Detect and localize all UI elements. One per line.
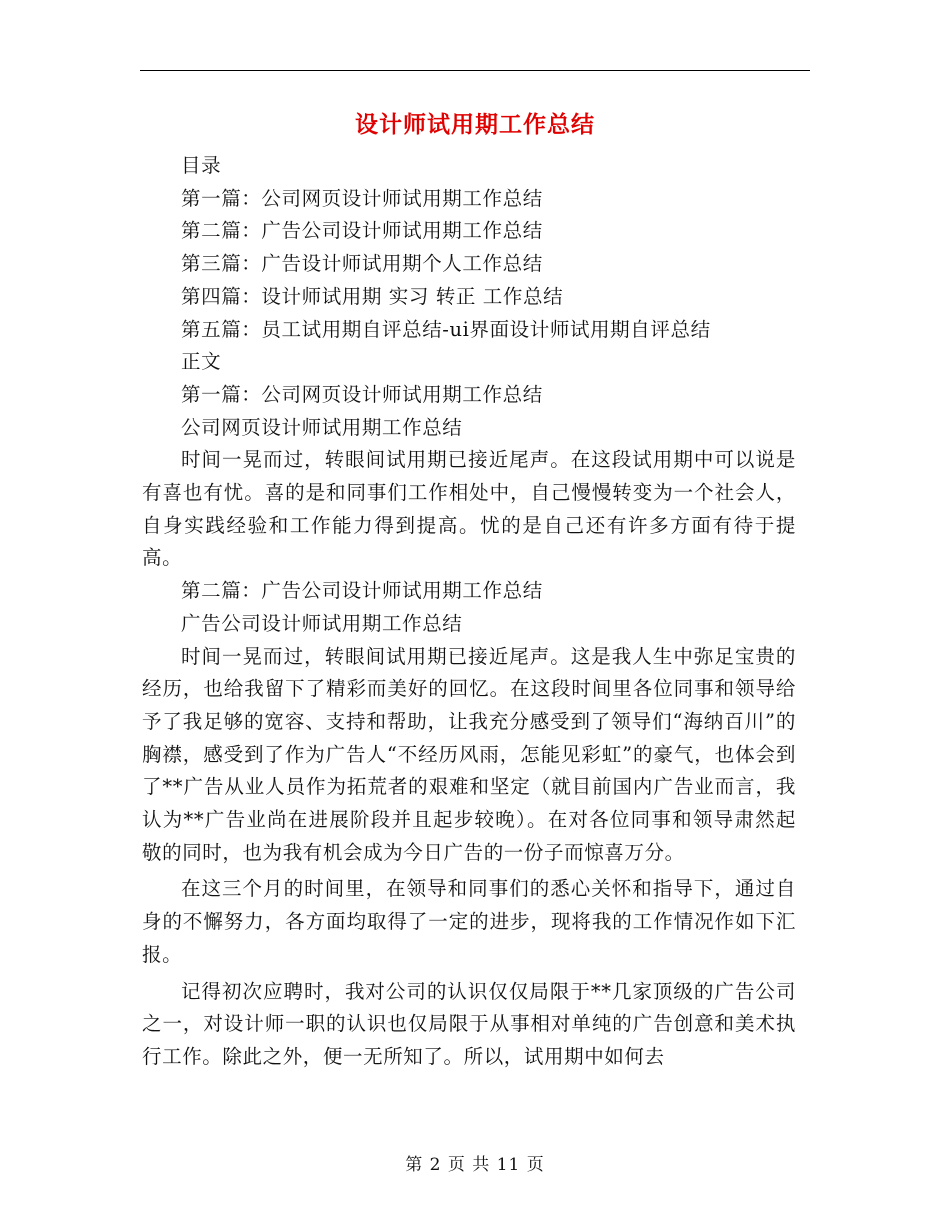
toc-item: 第四篇：设计师试用期 实习 转正 工作总结 (181, 284, 564, 308)
document-body (142, 150, 796, 1074)
body-heading: 正文 (181, 350, 222, 374)
body-paragraph: 时间一晃而过，转眼间试用期已接近尾声。这是我人生中弥足宝贵的经历，也给我留下了精彩而美好的回忆。在这段时间里各位同事和领导给予了我足够的宽容、支持和帮助，让我充分感受到了领导们“海纳百川”的胸襟，感受到了作为广告人“不经历风雨，怎能见彩虹”的豪气，也体会到了**广告从业人员作为拓荒者的艰难和坚定（就目前国内广告业而言，我认为**广告业尚在进展阶段并且起步较晚）。在对各位同事和领导肃然起敬的同时，也为我有机会成为今日广告的一份子而惊喜万分。 (142, 644, 796, 864)
toc-item: 第一篇：公司网页设计师试用期工作总结 (181, 186, 543, 210)
body-paragraph: 在这三个月的时间里，在领导和同事们的悉心关怀和指导下，通过自身的不懈努力，各方面均取得了一定的进步，现将我的工作情况作如下汇报。 (142, 877, 796, 966)
toc-heading: 目录 (181, 154, 222, 177)
page-number: 第 2 页 共 11 页 (405, 1155, 545, 1175)
section-heading: 第二篇：广告公司设计师试用期工作总结 (181, 579, 543, 603)
toc-item: 第二篇：广告公司设计师试用期工作总结 (181, 219, 543, 243)
document-title: 设计师试用期工作总结 (355, 112, 595, 138)
body-paragraph: 记得初次应聘时，我对公司的认识仅仅局限于**几家顶级的广告公司之一，对设计师一职的认识也仅局限于从事相对单纯的广告创意和美术执行工作。除此之外，便一无所知了。所以，试用期中如何去 (142, 979, 796, 1068)
toc-item: 第五篇：员工试用期自评总结-ui界面设计师试用期自评总结 (181, 317, 711, 341)
body-paragraph: 时间一晃而过，转眼间试用期已接近尾声。在这段试用期中可以说是有喜也有忧。喜的是和同事们工作相处中，自己慢慢转变为一个社会人，自身实践经验和工作能力得到提高。忧的是自己还有许多方面有待于提高。 (142, 448, 796, 570)
header-rule (140, 70, 810, 71)
section-subtitle: 公司网页设计师试用期工作总结 (181, 415, 463, 439)
toc-item: 第三篇：广告设计师试用期个人工作总结 (181, 252, 543, 276)
section-subtitle: 广告公司设计师试用期工作总结 (181, 611, 463, 635)
section-heading: 第一篇：公司网页设计师试用期工作总结 (181, 382, 543, 406)
